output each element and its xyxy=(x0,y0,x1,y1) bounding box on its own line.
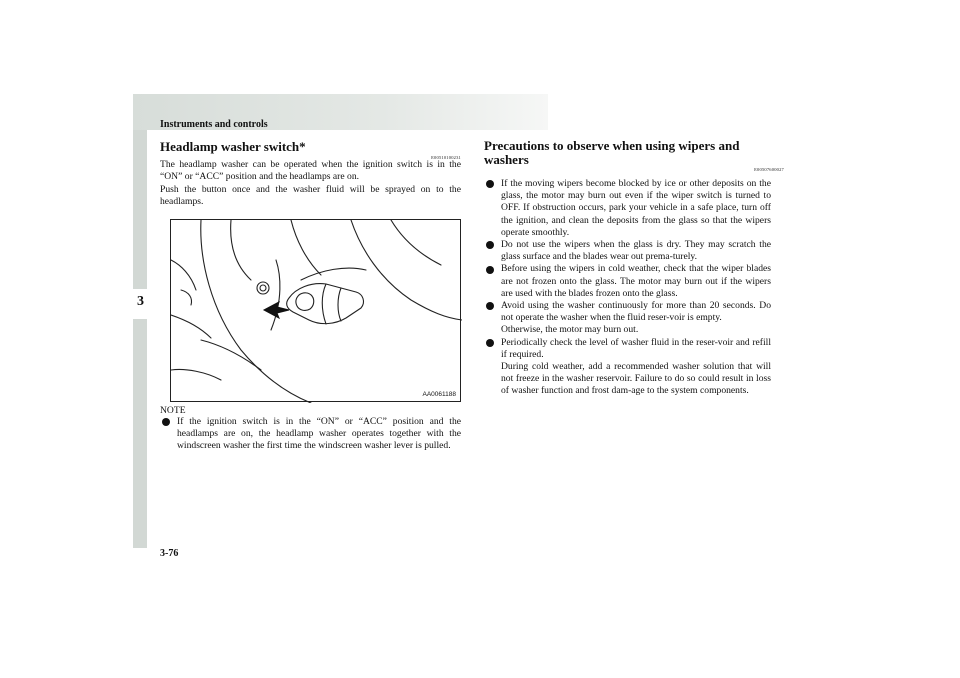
note-text: If the ignition switch is in the “ON” or “ACC” position and the headlamps are on, the headlamp washer operates together with the windscreen washer the first time the windscreen washer lever is pulled. xyxy=(177,416,461,452)
note-list xyxy=(160,416,461,453)
bullet-icon xyxy=(486,339,494,347)
bullet-followup: Otherwise, the motor may burn out. xyxy=(501,324,639,336)
list-item xyxy=(484,263,771,300)
section-code-right: E00507600027 xyxy=(754,167,784,172)
bullet-icon xyxy=(486,180,494,188)
note-label: NOTE xyxy=(160,405,186,416)
list-item xyxy=(160,416,461,453)
bullet-followup: During cold weather, add a recommended washer solution that will not freeze in the washer reservoir. Failure to do so could result in loss of washer function and frost dam-age to the system components. xyxy=(501,361,771,397)
precautions-list xyxy=(484,178,771,398)
bullet-text: Avoid using the washer continuously for more than 20 seconds. Do not operate the washer when the fluid reser-voir is empty. xyxy=(501,300,771,324)
headlamp-washer-illustration xyxy=(170,219,461,402)
bullet-icon xyxy=(162,418,170,426)
bullet-text: If the moving wipers become blocked by ice or other deposits on the glass, the motor may burn out even if the wiper switch is turned to OFF. If obstruction occurs, park your vehicle in a safe place, turn off the ignition, and clean the deposits from the glass so that the wipers operate smoothly. xyxy=(501,178,771,238)
section-code-left: E00510100231 xyxy=(431,155,461,160)
heading-line-1: Precautions to observe when using wipers and xyxy=(484,138,740,153)
chapter-number: 3 xyxy=(137,294,144,309)
paragraph-push-button: Push the button once and the washer fluid will be sprayed on to the headlamps. xyxy=(160,184,461,208)
bullet-text: Periodically check the level of washer fluid in the reser-voir and refill if required. xyxy=(501,336,771,360)
chapter-tab-strip xyxy=(133,130,147,548)
illustration-code: AA0061188 xyxy=(422,391,456,398)
page-number: 3-76 xyxy=(160,548,179,559)
bullet-icon xyxy=(486,302,494,310)
heading-line-2: washers xyxy=(484,152,529,167)
list-item xyxy=(484,337,771,398)
bullet-icon xyxy=(486,266,494,274)
section-heading-headlamp-washer: Headlamp washer switch* xyxy=(160,139,306,154)
bullet-text: Before using the wipers in cold weather, check that the wiper blades are not frozen onto the glass. The motor may burn out if the wipers are used with the blades frozen onto the glass. xyxy=(501,263,771,299)
paragraph-ignition: The headlamp washer can be operated when the ignition switch is in the “ON” or “ACC” position and the headlamps are on. xyxy=(160,159,461,183)
page-header-title: Instruments and controls xyxy=(160,119,268,130)
headlamp-washer-switch-illustration-icon xyxy=(171,220,462,403)
list-item xyxy=(484,178,771,239)
bullet-text: Do not use the wipers when the glass is dry. They may scratch the glass surface and the blades wear out prema-turely. xyxy=(501,239,771,263)
section-heading-precautions xyxy=(484,139,784,167)
bullet-icon xyxy=(486,241,494,249)
list-item xyxy=(484,300,771,337)
list-item xyxy=(484,239,771,263)
